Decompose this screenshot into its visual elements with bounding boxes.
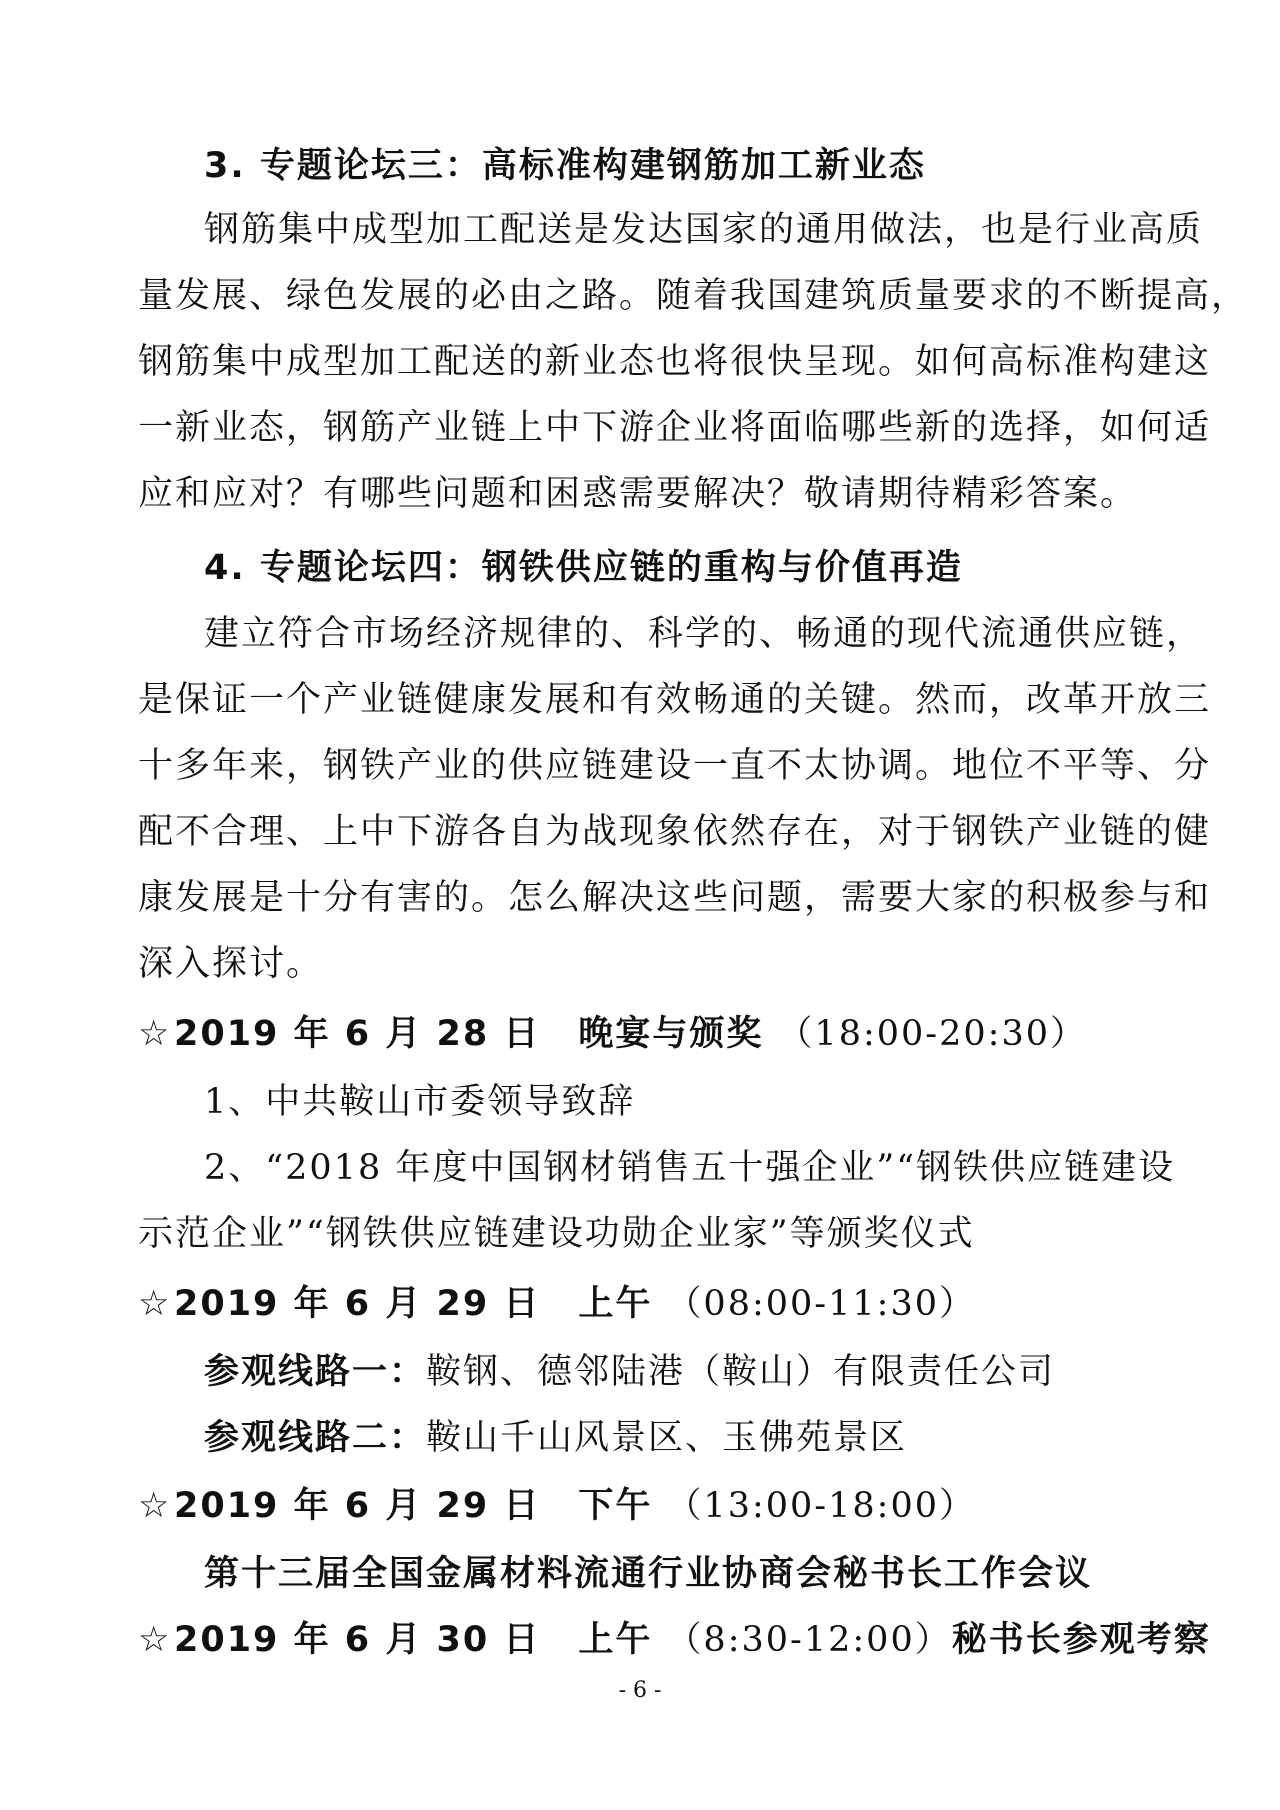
schedule-event: 晚宴与颁奖: [578, 1014, 764, 1054]
schedule-event: 上午: [578, 1620, 653, 1660]
forum4-para-line: 配不合理、上中下游各自为战现象依然存在，对于钢铁产业链的健: [138, 812, 1212, 852]
agenda-item: 2、“2018 年度中国钢材销售五十强企业”“钢铁供应链建设: [204, 1148, 1176, 1188]
schedule-date: 2019 年 6 月 30 日: [174, 1620, 541, 1660]
schedule-time: （08:00-11:30）: [666, 1284, 976, 1324]
forum3-para-line: 量发展、绿色发展的必由之路。随着我国建筑质量要求的不断提高，: [138, 276, 1249, 316]
forum3-para-line: 一新业态，钢筋产业链上中下游企业将面临哪些新的选择，如何适: [138, 408, 1212, 448]
forum4-para-line: 建立符合市场经济规律的、科学的、畅通的现代流通供应链，: [204, 614, 1204, 654]
forum3-heading: 3. 专题论坛三：高标准构建钢筋加工新业态: [204, 146, 926, 186]
route-line: [204, 1350, 1055, 1394]
route-label: 参观线路一：: [204, 1352, 427, 1392]
schedule-time: （18:00-20:30）: [777, 1014, 1087, 1054]
page-number: - 6 -: [618, 1678, 662, 1703]
forum4-para-line: 十多年来，钢铁产业的供应链建设一直不太协调。地位不平等、分: [138, 746, 1212, 786]
agenda-item: 示范企业”“钢铁供应链建设功勋企业家”等颁奖仪式: [138, 1214, 975, 1254]
star-icon: ☆: [138, 1620, 172, 1660]
schedule-date: 2019 年 6 月 29 日: [174, 1284, 541, 1324]
star-icon: ☆: [138, 1284, 172, 1324]
schedule-entry: [138, 1618, 1211, 1662]
schedule-time: （13:00-18:00）: [666, 1486, 976, 1526]
forum4-heading: 4. 专题论坛四：钢铁供应链的重构与价值再造: [204, 548, 963, 588]
agenda-item: 1、中共鞍山市委领导致辞: [204, 1082, 636, 1122]
schedule-entry: [138, 1484, 976, 1528]
route-line: [204, 1416, 907, 1460]
schedule-event: 下午: [578, 1486, 653, 1526]
forum4-para-line: 康发展是十分有害的。怎么解决这些问题，需要大家的积极参与和: [138, 878, 1212, 918]
route-label: 参观线路二：: [204, 1418, 427, 1458]
schedule-time: （8:30-12:00）: [666, 1620, 952, 1660]
route-text: 鞍钢、德邻陆港（鞍山）有限责任公司: [426, 1352, 1056, 1392]
forum4-para-line: 是保证一个产业链健康发展和有效畅通的关键。然而，改革开放三: [138, 680, 1212, 720]
schedule-suffix: 秘书长参观考察: [951, 1620, 1211, 1660]
schedule-date: 2019 年 6 月 29 日: [174, 1486, 541, 1526]
star-icon: ☆: [138, 1014, 172, 1054]
forum3-para-line: 应和应对？有哪些问题和困惑需要解决？敬请期待精彩答案。: [138, 474, 1138, 514]
forum3-para-line: 钢筋集中成型加工配送是发达国家的通用做法，也是行业高质: [204, 210, 1204, 250]
schedule-event: 上午: [578, 1284, 653, 1324]
schedule-entry: [138, 1282, 976, 1326]
star-icon: ☆: [138, 1486, 172, 1526]
forum3-para-line: 钢筋集中成型加工配送的新业态也将很快呈现。如何高标准构建这: [138, 342, 1212, 382]
meeting-title: 第十三届全国金属材料流通行业协商会秘书长工作会议: [204, 1554, 1093, 1594]
schedule-date: 2019 年 6 月 28 日: [174, 1014, 541, 1054]
schedule-entry: [138, 1012, 1087, 1056]
route-text: 鞍山千山风景区、玉佛苑景区: [426, 1418, 908, 1458]
forum4-para-line: 深入探讨。: [138, 944, 324, 984]
